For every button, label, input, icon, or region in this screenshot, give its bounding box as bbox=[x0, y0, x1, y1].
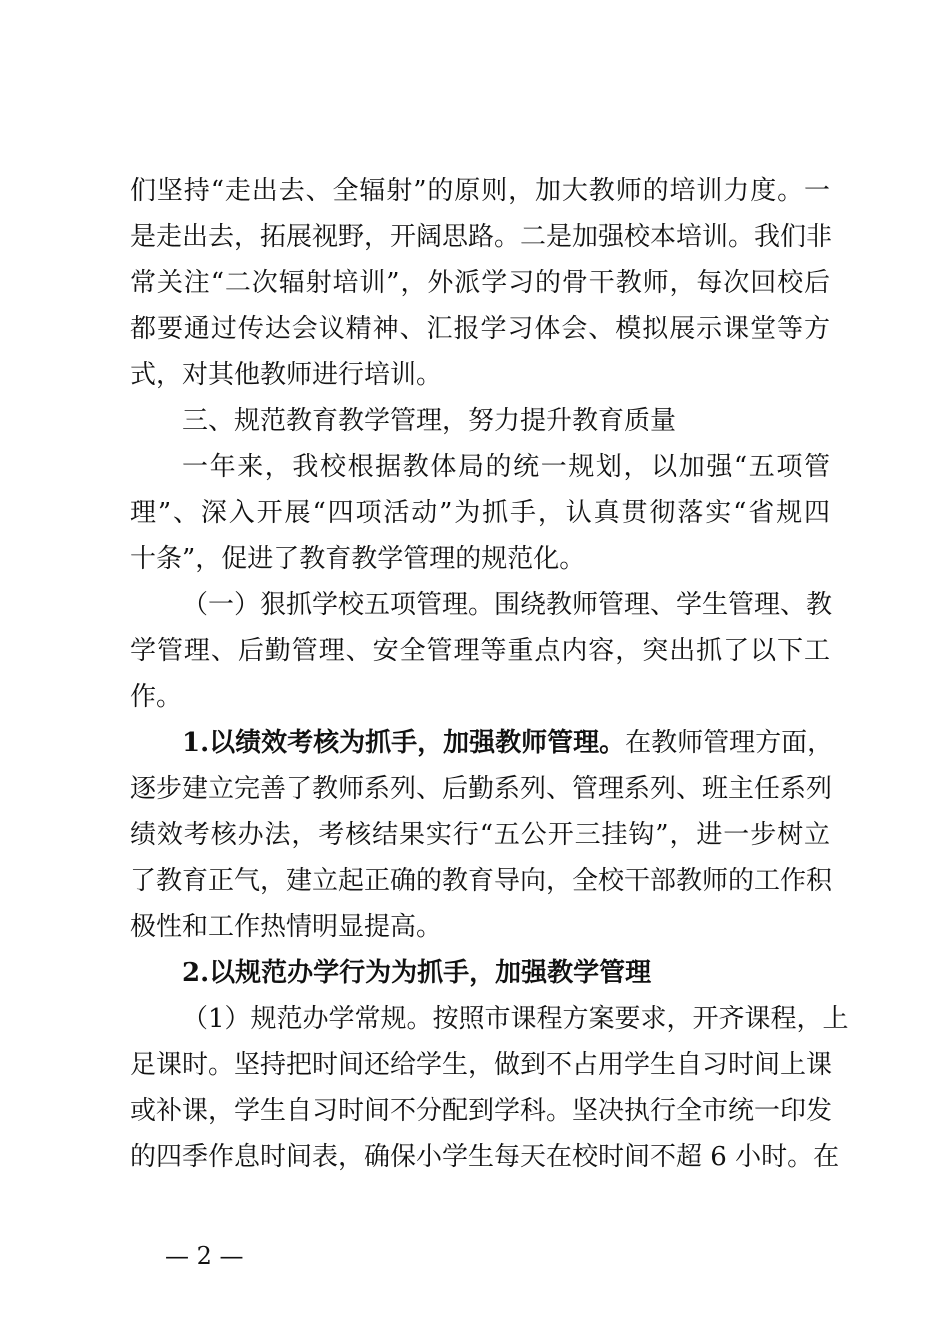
paragraph-line: 了教育正气，建立起正确的教育导向，全校干部教师的工作积 bbox=[130, 866, 833, 896]
paragraph-line: 理”、深入开展“四项活动”为抓手，认真贯彻落实“省规四 bbox=[130, 498, 830, 528]
section-heading: 三、规范教育教学管理，努力提升教育质量 bbox=[182, 406, 677, 436]
item-heading: 2.以规范办学行为为抓手，加强教学管理 bbox=[182, 958, 652, 988]
item-text: 在教师管理方面， bbox=[625, 728, 834, 758]
item-heading: 1.以绩效考核为抓手，加强教师管理。 bbox=[182, 728, 626, 758]
numbered-item-line bbox=[130, 720, 834, 766]
paragraph-line: 逐步建立完善了教师系列、后勤系列、管理系列、班主任系列 bbox=[130, 774, 833, 804]
paragraph-line: 足课时。坚持把时间还给学生，做到不占用学生自习时间上课 bbox=[130, 1050, 833, 1080]
paragraph-line: 是走出去，拓展视野，开阔思路。二是加强校本培训。我们非 bbox=[130, 222, 833, 252]
paragraph-line: 式，对其他教师进行培训。 bbox=[130, 360, 443, 390]
paragraph-line: 或补课，学生自习时间不分配到学科。坚决执行全市统一印发 bbox=[130, 1096, 833, 1126]
paragraph-line: 十条”，促进了教育教学管理的规范化。 bbox=[130, 544, 586, 574]
subsection-line: （一）狠抓学校五项管理。围绕教师管理、学生管理、教 bbox=[182, 590, 833, 620]
paragraph-line: 都要通过传达会议精神、汇报学习体会、模拟展示课堂等方 bbox=[130, 314, 830, 344]
paragraph-line: 绩效考核办法，考核结果实行“五公开三挂钩”，进一步树立 bbox=[130, 820, 830, 850]
paragraph-line: 们坚持“走出去、全辐射”的原则，加大教师的培训力度。一 bbox=[130, 176, 830, 206]
paragraph-line: 极性和工作热情明显提高。 bbox=[130, 912, 443, 942]
paragraph-line: 的四季作息时间表，确保小学生每天在校时间不超 6 小时。在 bbox=[130, 1142, 840, 1172]
page-number: — 2 — bbox=[165, 1242, 244, 1270]
paragraph-line: 常关注“二次辐射培训”，外派学习的骨干教师，每次回校后 bbox=[130, 268, 830, 298]
body-text bbox=[130, 168, 849, 1180]
paragraph-line: （1）规范办学常规。按照市课程方案要求，开齐课程，上 bbox=[182, 1004, 849, 1034]
paragraph-line: 学管理、后勤管理、安全管理等重点内容，突出抓了以下工 bbox=[130, 636, 830, 666]
paragraph-line: 一年来，我校根据教体局的统一规划，以加强“五项管 bbox=[182, 452, 830, 482]
paragraph-line: 作。 bbox=[130, 682, 183, 712]
